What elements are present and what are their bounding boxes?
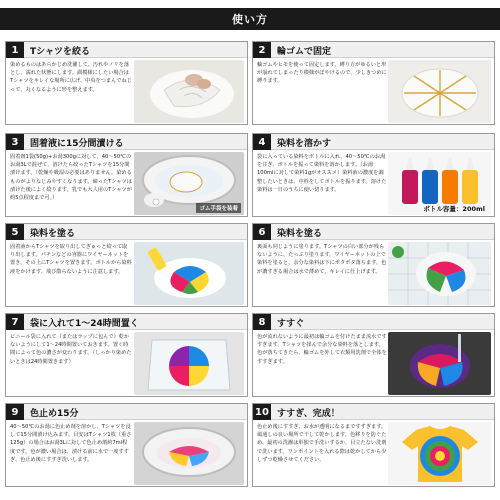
tshirt-twist-photo: [134, 60, 244, 123]
step-title: すすぐ: [277, 319, 305, 329]
step-title: Tシャツを絞る: [30, 47, 90, 57]
soaking-basin-photo: [134, 152, 244, 215]
step-number: 10: [253, 404, 271, 420]
step-number: 5: [6, 224, 24, 240]
step-title: 袋に入れて1〜24時間置く: [30, 319, 139, 329]
page-header: [0, 8, 500, 30]
step-card-10: [252, 403, 495, 487]
step-description: 色止め後にすすぎ、お水が透明になるまですすぎます。風通しの良い場所で干して乾かします。色移りを防ぐため、最初の洗濯は単独で手洗いするか、目立たない洗剤で洗います。ワンポイントを入れる際は乾かしてから少しずつ乾燥させてください。: [257, 424, 387, 463]
step-card-2: [252, 41, 495, 125]
bagged-shirt-photo: [134, 332, 244, 395]
dye-bottles-photo: [388, 152, 491, 215]
step-title: 染料を溶かす: [277, 139, 332, 149]
step-card-8: [252, 313, 495, 397]
step-description: ビニール袋に入れて（またはラップに包んで）乾かないようにして1〜24時間置いておきます。置く時間によって色の濃さが変わります。（しっかり染めたいときは24時間置きます）: [10, 334, 132, 365]
step-title: すすぎ、完成！: [277, 409, 340, 419]
step-description: 色が流れないように最初は輪ゴムを付けたまま流水ですすぎます。Tシャツを揉んで余分な染料を落とします。色が落ちてきたら、輪ゴムを外して衣類用洗剤で全体をすすぎます。: [257, 334, 387, 365]
step-number: 3: [6, 134, 24, 150]
rinsing-photo: [388, 332, 491, 395]
step-title: 色止め15分: [30, 409, 79, 419]
step-title: 染料を塗る: [277, 229, 323, 239]
step-description: 輪ゴムやヒモを使って固定します。縛り方がゆるいと形が崩れてしまったり模様がぼやけるので、少しきつめに縛ります。: [257, 62, 387, 85]
step-description: 染めるものはあらかじめ洗濯して、汚れやノリを落とし、濡れた状態にします。渦模様にしたい場合はTシャツをキレイな場所に広げ、中央をつまんでねじって、丸くなるように形を整えます。: [10, 62, 132, 93]
step-card-3: [5, 133, 248, 217]
step-card-1: [5, 41, 248, 125]
step-card-7: [5, 313, 248, 397]
step-card-9: [5, 403, 248, 487]
step-number: 8: [253, 314, 271, 330]
step-title: 固着液に15分間漬ける: [30, 139, 124, 149]
step-card-5: [5, 223, 248, 307]
applying-dye-photo: [134, 242, 244, 305]
rubber-band-photo: [388, 60, 491, 123]
step-number: 1: [6, 42, 24, 58]
step-title: 染料を塗る: [30, 229, 76, 239]
finished-tshirt-photo: [388, 422, 491, 485]
step-number: 4: [253, 134, 271, 150]
photo-caption: ゴム手袋を装着: [196, 203, 241, 213]
step-card-6: [252, 223, 495, 307]
step-number: 2: [253, 42, 271, 58]
step-description: 40〜50℃のお湯に色止め剤を溶かし、Tシャツを浸して15分間漬け込みます。目安はTシャツ1枚（重さ125g）の場合はお湯3Lに対して色止め剤約7ml程度です。色が濃い場合は、漬ける前に水で一度すすぎ、色止め後にすすぎ洗いします。: [10, 424, 132, 463]
step-description: 袋に入っている染料をボトルに入れ、40〜50℃のお湯を注ぎ、ボトルを振って染料を溶かします。（お湯100mlに対して染料1gがオススメ）染料液の濃度を調整したいときは、中栓をしてボトルを振ります。溶けた染料は一日のうちに使い切ります。: [257, 154, 387, 193]
step-number: 6: [253, 224, 271, 240]
step-description: 固着液からTシャツを取り出してぎゅっと絞って取り出します。パチンなどの容器にワイヤーネットを置き、その上にTシャツを置きます。ボトルから染料液をかけます。飛び散らないように注意します。: [10, 244, 132, 275]
color-fix-basin-photo: [134, 422, 244, 485]
dye-back-side-photo: [388, 242, 491, 305]
photo-caption: ボトル容量：200ml: [423, 205, 485, 213]
step-number: 9: [6, 404, 24, 420]
step-description: 裏面も同じように塗ります。Tシャツの白い部分が残らないように、たっぷり塗ります。ワイヤーネットの上で染料を塗ると、余分な染料は下にポタポタ落ちます。色が濃すぎる場合は水で薄めて、キレイに仕上げます。: [257, 244, 387, 275]
step-description: 固着剤1袋(50g)+お湯300gに対して、40〜50℃のお湯3Lで混ぜて、溶けたら絞ったTシャツを15分間漬けます。（乾燥や吸湿の必要はありません。染めるものがよりなじみやすくなります。締ったTシャツは漬けた後によく絞ります。乳でも大人用のTシャツが約5点程度まで可。）: [10, 154, 132, 202]
step-card-4: [252, 133, 495, 217]
step-number: 7: [6, 314, 24, 330]
step-title: 輪ゴムで固定: [277, 47, 332, 57]
page-title: 使い方: [232, 13, 268, 26]
